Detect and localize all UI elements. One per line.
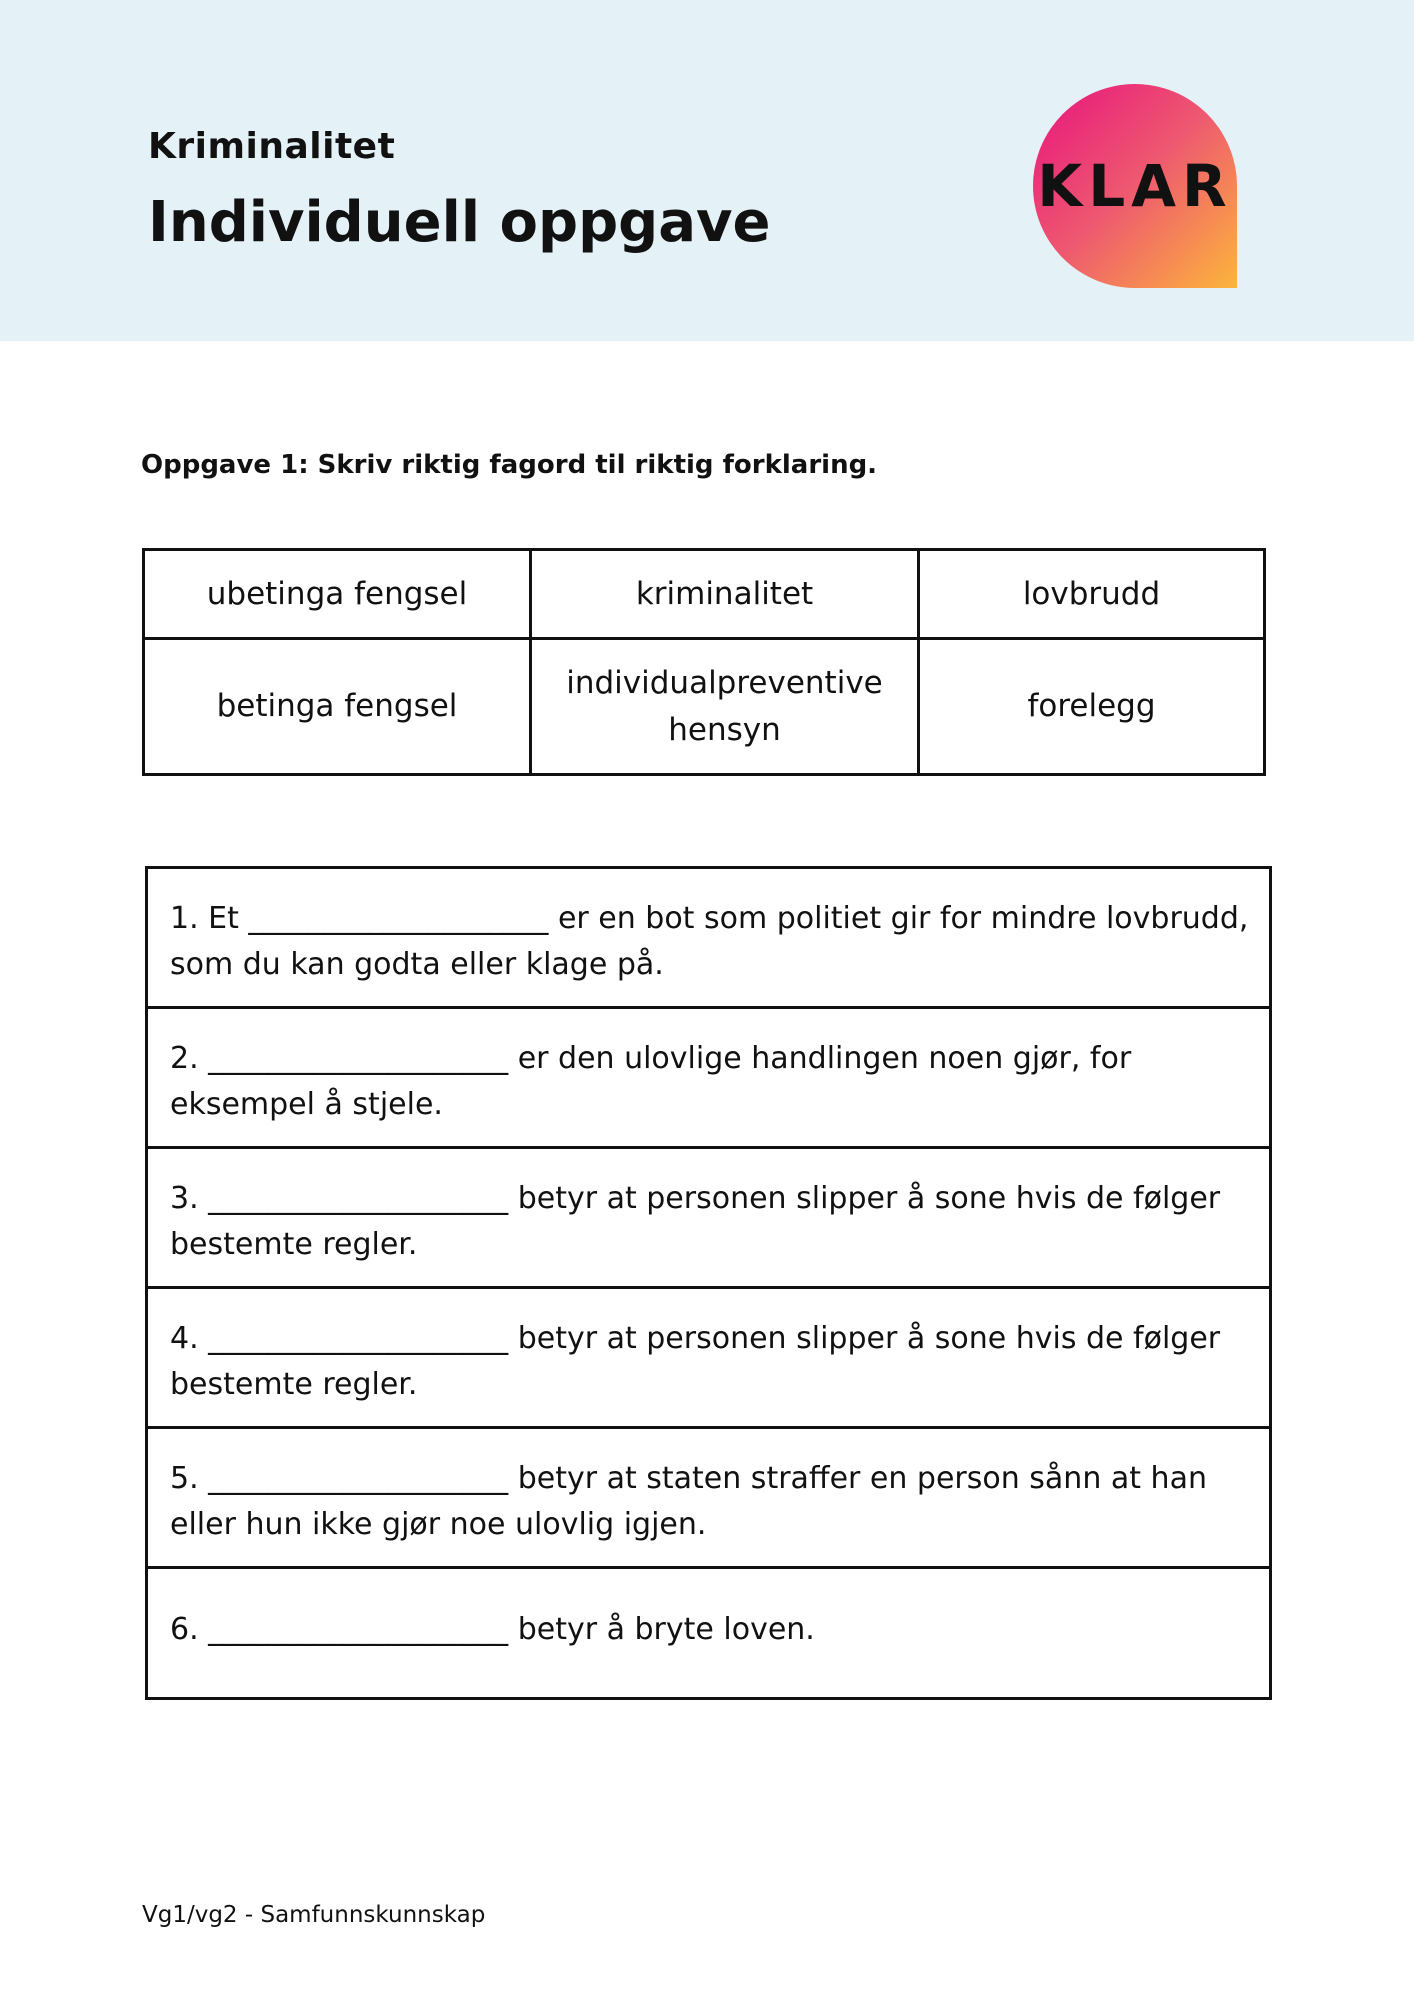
sentence-row xyxy=(147,1288,1271,1428)
word-bank-row xyxy=(144,550,1265,639)
word-bank-cell: betinga fengsel xyxy=(144,639,531,775)
page-title: Individuell oppgave xyxy=(148,190,771,255)
sentence-text: 3. ____________________ betyr at personen slipper å sone hvis de følger bestemte regler. xyxy=(147,1148,1271,1288)
sentence-row xyxy=(147,1568,1271,1699)
sentence-row xyxy=(147,868,1271,1008)
word-bank-table xyxy=(142,548,1266,776)
word-bank-cell: individualpreventive hensyn xyxy=(531,639,919,775)
word-bank-cell: kriminalitet xyxy=(531,550,919,639)
header-banner xyxy=(0,0,1414,341)
subject-label: Kriminalitet xyxy=(148,126,396,167)
task-heading: Oppgave 1: Skriv riktig fagord til riktig forklaring. xyxy=(141,450,878,480)
logo-text: KLAR xyxy=(1037,152,1233,220)
sentence-text: 5. ____________________ betyr at staten straffer en person sånn at han eller hun ikke gjør noe ulovlig igjen. xyxy=(147,1428,1271,1568)
word-bank-cell: ubetinga fengsel xyxy=(144,550,531,639)
sentence-row xyxy=(147,1428,1271,1568)
sentence-table xyxy=(145,866,1272,1700)
sentence-text: 6. ____________________ betyr å bryte loven. xyxy=(147,1568,1271,1699)
klar-logo xyxy=(1033,84,1237,288)
sentence-row xyxy=(147,1008,1271,1148)
sentence-text: 4. ____________________ betyr at personen slipper å sone hvis de følger bestemte regler. xyxy=(147,1288,1271,1428)
footer-text: Vg1/vg2 - Samfunnskunnskap xyxy=(142,1902,486,1928)
sentence-row xyxy=(147,1148,1271,1288)
word-bank-cell: forelegg xyxy=(919,639,1265,775)
sentence-text: 1. Et ____________________ er en bot som politiet gir for mindre lovbrudd, som du kan godta eller klage på. xyxy=(147,868,1271,1008)
sentence-text: 2. ____________________ er den ulovlige handlingen noen gjør, for eksempel å stjele. xyxy=(147,1008,1271,1148)
word-bank-cell: lovbrudd xyxy=(919,550,1265,639)
word-bank-row xyxy=(144,639,1265,775)
